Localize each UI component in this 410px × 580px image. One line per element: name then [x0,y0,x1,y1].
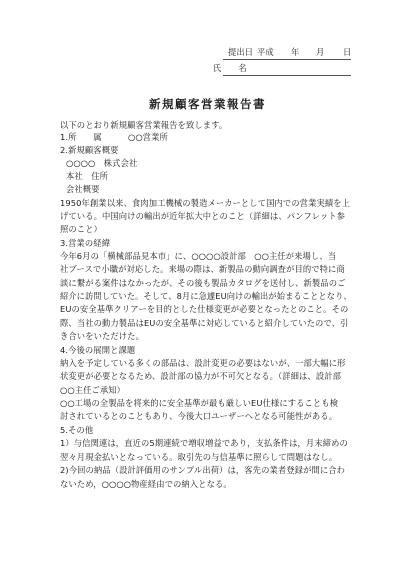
document-title: 新規顧客営業報告書 [149,97,266,111]
other-line: 2)今回の納品（設計評価用のサンプル出荷）は，客先の業者登録が間に合わ [60,465,346,475]
outlook-line: 納入を予定している多くの部品は、設計変更の必要はないが、一部大幅に形 [60,358,346,368]
era-label: 平成 [257,47,274,57]
outlook-line: 討されているとのこともあり、今後大口ユーザーへとなる可能性がある。 [60,411,338,421]
section-affiliation-label: 1.所 属 [60,132,102,142]
customer-address: 本社 住所 [66,171,108,181]
section-other-heading: 5.その他 [60,425,94,435]
intro-text: 以下のとおり新規顧客営業報告を致します。 [60,120,228,130]
other-line: 1）与信関連は，直近の5期連続で増収増益であり，支払条件は，月末締めの [60,438,348,448]
section-affiliation-value: ○○営業所 [128,132,168,142]
outlook-line: ○○工場の全製品を将来的に安全基準が最も厳しいEU仕様にすることも検 [60,398,339,408]
overview-line: げている。中国向けの輸出が近年拡大中とのこと（詳細は、パンフレット参 [60,211,346,221]
day-unit: 日 [343,47,352,57]
other-line: 翌々月現金払いとなっている。取引先の与信基準に照らして問題はなし。 [60,452,338,462]
outlook-line: ○○主任ご承知） [60,385,126,395]
date-underline [223,59,351,60]
history-line: EUの安全基準クリアーを目的とした仕様変更が必要となったとのこと。その [60,304,349,314]
section-history-heading: 3.営業の経緯 [60,238,111,248]
history-line: 今年6月の「横械部品見本市」に、○○○○設計部 ○○主任が来場し、当 [60,251,337,261]
history-line: 社ブースで小職が対応した。来場の際は、新製品の動向調査が目的で特に商 [60,264,345,274]
customer-overview-label: 会社概要 [66,184,100,194]
history-line: 紹介に訪問していた。そして、8月に急遽EU向けの輸出が始まることとなり、 [60,291,352,301]
submit-date-label: 提出日 [228,47,254,57]
history-line: 談に繋がる案件はなかったが、その後も製品カタログを送付し、新製品のご [60,278,346,288]
customer-company: ○○○○ 株式会社 [66,158,138,168]
outlook-line: 状変更が必要となるため、設計部の協力が不可欠となる。（詳細は、設計部 [60,371,342,381]
history-line: 際、当社の動力製品はEUの安全基準に対応していると紹介していたので、引 [60,318,349,328]
overview-line: 照のこと） [60,224,102,234]
year-unit: 年 [291,47,300,57]
history-line: き合いをいただけた。 [60,331,144,341]
month-unit: 月 [316,47,325,57]
section-outlook-heading: 4.今後の展開と課題 [60,345,136,355]
name-underline [223,75,351,76]
overview-line: 1950年創業以来、食肉加工機械の製造メーカーとして国内での営業実績を上 [60,198,351,208]
other-line: ないため，○○○○物産経由での納入となる。 [60,479,232,489]
name-label: 氏 名 [213,63,247,73]
section-customer-heading: 2.新規顧客概要 [60,145,119,155]
